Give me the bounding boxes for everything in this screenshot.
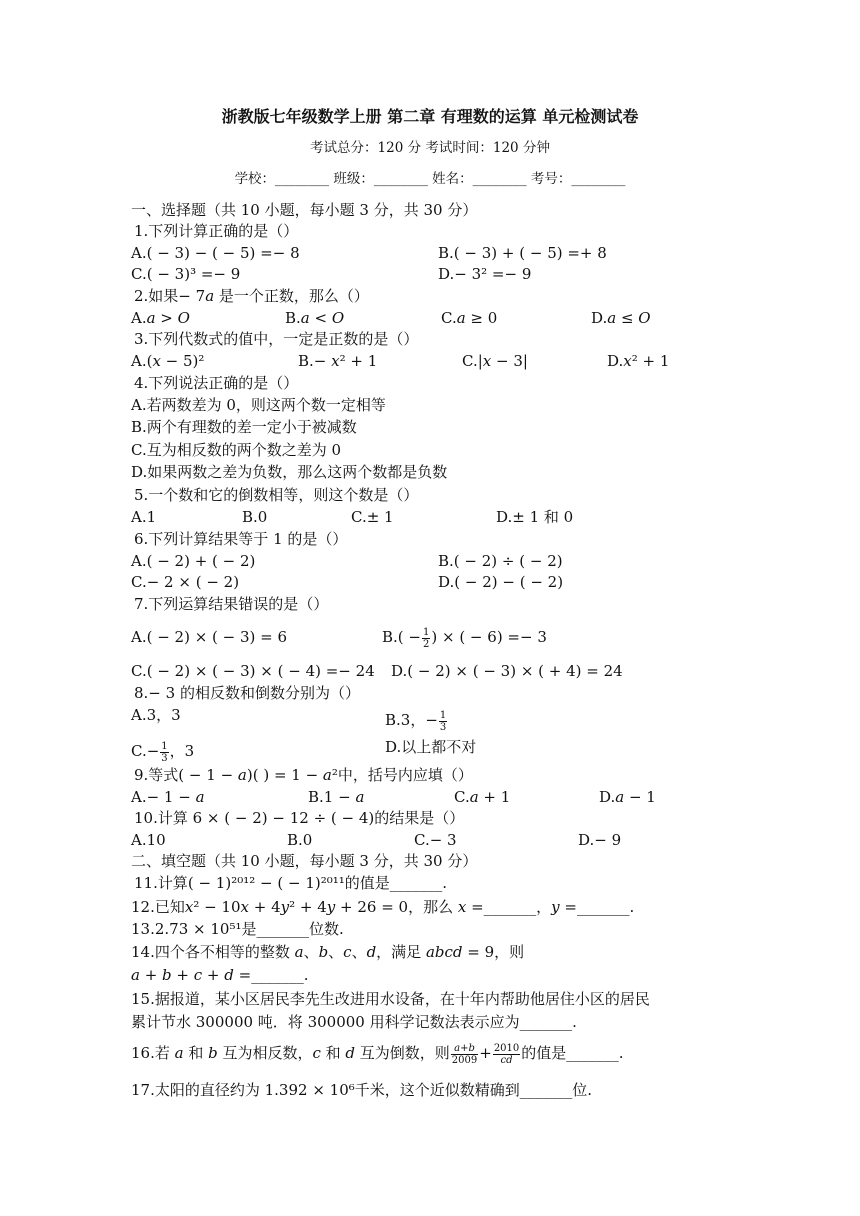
q7-option-b	[382, 620, 547, 654]
q16-fraction-1	[451, 1043, 478, 1066]
q7-option-b-suffix: ) × ( − 6) =− 3	[431, 628, 547, 646]
q7-b-denominator: 2	[422, 638, 430, 650]
q7-option-a: A.( − 2) × ( − 3) = 6	[131, 628, 288, 646]
q2-option-d: D.𝑎 ≤ 𝑂	[591, 309, 651, 327]
q8-b-denominator: 3	[439, 721, 447, 733]
q1-stem: 1.下列计算正确的是（）	[134, 222, 299, 240]
q2-stem: 2.如果− 7𝑎 是一个正数，那么（）	[134, 287, 369, 305]
q16-f2-numerator: 2010	[493, 1042, 520, 1054]
q10-stem: 10.计算 6 × ( − 2) − 12 ÷ ( − 4)的结果是（）	[134, 809, 465, 827]
q7-option-d: D.( − 2) × ( − 3) × ( + 4) = 24	[391, 662, 623, 680]
q8-option-b	[385, 703, 448, 737]
q10-option-d: D.− 9	[578, 831, 622, 849]
q8-stem: 8.− 3 的相反数和倒数分别为（）	[134, 684, 360, 702]
section2-heading: 二、填空题（共 10 小题，每小题 3 分，共 30 分）	[131, 852, 478, 870]
exam-subtitle: 考试总分：120 分 考试时间：120 分钟	[310, 140, 550, 156]
q6-option-b: B.( − 2) ÷ ( − 2)	[438, 552, 563, 570]
q7-option-b-prefix: B.( −	[382, 628, 421, 646]
q4-option-c: C.互为相反数的两个数之差为 0	[131, 441, 342, 459]
q3-option-d: D.𝑥² + 1	[607, 352, 670, 370]
q5-stem: 5.一个数和它的倒数相等，则这个数是（）	[134, 486, 419, 504]
q1-option-a: A.( − 3) − ( − 5) =− 8	[131, 244, 300, 262]
q2-option-a: A.𝑎 > 𝑂	[131, 309, 190, 327]
q16-suffix: 的值是_______.	[521, 1044, 624, 1062]
q16-f1-numerator: 𝑎+𝑏	[451, 1043, 478, 1055]
q16-f2-denominator: 𝑐𝑑	[500, 1054, 513, 1066]
q8-option-a: A.3，3	[131, 706, 181, 724]
q16-f1-denominator: 2009	[451, 1054, 478, 1066]
q16-text	[131, 1034, 624, 1072]
q8-option-b-prefix: B.3，−	[385, 711, 438, 729]
q8-option-c-fraction	[160, 741, 168, 764]
q17-text: 17.太阳的直径约为 1.392 × 10⁶千米，这个近似数精确到_______位.	[131, 1081, 593, 1099]
q7-option-b-fraction	[422, 627, 430, 650]
q16-plus: +	[479, 1044, 492, 1062]
q9-option-c: C.𝑎 + 1	[454, 788, 511, 806]
q7-option-c: C.( − 2) × ( − 3) × ( − 4) =− 24	[131, 662, 375, 680]
q4-stem: 4.下列说法正确的是（）	[134, 374, 299, 392]
q15-line1: 15.据报道，某小区居民李先生改进用水设备，在十年内帮助他居住小区的居民	[131, 990, 650, 1008]
q1-option-c: C.( − 3)³ =− 9	[131, 265, 241, 283]
q10-option-a: A.10	[131, 831, 166, 849]
q4-option-d: D.如果两数之差为负数，那么这两个数都是负数	[131, 463, 448, 481]
q9-option-a: A.− 1 − 𝑎	[131, 788, 205, 806]
q10-option-c: C.− 3	[414, 831, 457, 849]
q8-option-c-prefix: C.−	[131, 742, 160, 760]
q5-option-a: A.1	[131, 508, 157, 526]
q1-option-d: D.− 3² =− 9	[438, 265, 532, 283]
q14-line1: 14.四个各不相等的整数 𝑎、𝑏、𝑐、𝑑，满足 𝑎𝑏𝑐𝑑 = 9，则	[131, 943, 525, 961]
q6-stem: 6.下列计算结果等于 1 的是（）	[134, 530, 348, 548]
q16-fraction-2	[493, 1043, 520, 1066]
q3-option-c: C.|𝑥 − 3|	[462, 352, 528, 370]
q4-option-b: B.两个有理数的差一定小于被减数	[131, 418, 357, 436]
student-info-line: 学校：________ 班级：________ 姓名：________ 考号：________	[234, 171, 626, 187]
q9-option-b: B.1 − 𝑎	[308, 788, 365, 806]
q9-stem: 9.等式( − 1 − 𝑎)( ) = 1 − 𝑎²中，括号内应填（）	[134, 766, 473, 784]
q12-text: 12.已知𝑥² − 10𝑥 + 4𝑦² + 4𝑦 + 26 = 0，那么 𝑥 =_______，𝑦 =_______.	[131, 898, 635, 916]
q5-option-b: B.0	[242, 508, 268, 526]
q11-text: 11.计算( − 1)²⁰¹² − ( − 1)²⁰¹¹的值是_______.	[134, 874, 448, 892]
q2-option-c: C.𝑎 ≥ 0	[441, 309, 498, 327]
q8-option-b-fraction	[439, 710, 447, 733]
q8-b-numerator: 1	[439, 709, 447, 721]
q10-option-b: B.0	[287, 831, 313, 849]
q6-option-d: D.( − 2) − ( − 2)	[438, 573, 564, 591]
section1-heading: 一、选择题（共 10 小题，每小题 3 分，共 30 分）	[131, 201, 478, 219]
q16-prefix: 16.若 𝑎 和 𝑏 互为相反数，𝑐 和 𝑑 互为倒数，则	[131, 1044, 450, 1062]
q8-option-c	[131, 734, 194, 768]
q6-option-c: C.− 2 × ( − 2)	[131, 573, 240, 591]
q4-option-a: A.若两数差为 0，则这两个数一定相等	[131, 396, 386, 414]
q9-option-d: D.𝑎 − 1	[599, 788, 656, 806]
q7-stem: 7.下列运算结果错误的是（）	[134, 595, 329, 613]
q3-option-a: A.(𝑥 − 5)²	[131, 352, 205, 370]
q14-line2: 𝑎 + 𝑏 + 𝑐 + 𝑑 =_______.	[131, 966, 309, 984]
q8-option-c-suffix: ，3	[169, 742, 195, 760]
q5-option-c: C.± 1	[351, 508, 394, 526]
q8-option-d: D.以上都不对	[385, 738, 477, 756]
q3-option-b: B.− 𝑥² + 1	[298, 352, 378, 370]
q8-c-denominator: 3	[161, 752, 168, 764]
q15-line2: 累计节水 300000 吨．将 300000 用科学记数法表示应为_______.	[131, 1013, 577, 1031]
q7-b-numerator: 1	[422, 626, 430, 638]
q1-option-b: B.( − 3) + ( − 5) =+ 8	[438, 244, 607, 262]
q8-c-numerator: 1	[161, 740, 168, 752]
q3-stem: 3.下列代数式的值中，一定是正数的是（）	[134, 330, 419, 348]
exam-title: 浙教版七年级数学上册 第二章 有理数的运算 单元检测试卷	[221, 107, 639, 126]
q5-option-d: D.± 1 和 0	[496, 508, 574, 526]
q13-text: 13.2.73 × 10⁵¹是_______位数.	[131, 920, 344, 938]
q2-option-b: B.𝑎 < 𝑂	[285, 309, 345, 327]
q6-option-a: A.( − 2) + ( − 2)	[131, 552, 256, 570]
